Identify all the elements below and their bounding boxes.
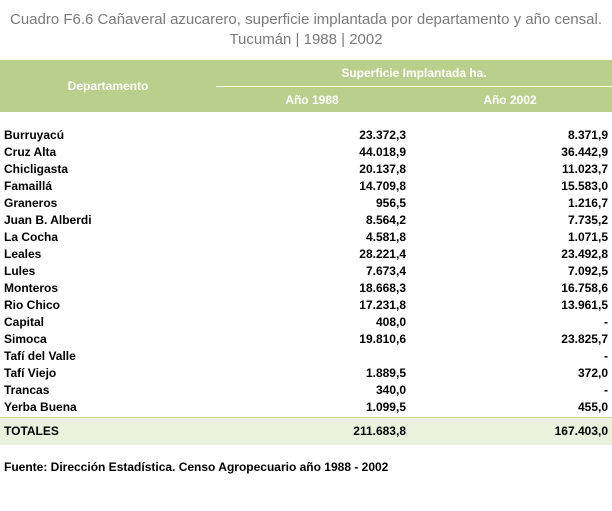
value-1988: 340,0 — [375, 383, 406, 397]
department-name: La Cocha — [4, 230, 59, 244]
department-name: Trancas — [4, 383, 50, 397]
value-1988: 4.581,8 — [365, 230, 406, 244]
header-year-1988: Año 1988 — [285, 92, 339, 107]
value-1988: 44.018,9 — [359, 145, 406, 159]
table-row — [0, 365, 612, 382]
value-2002: 15.583,0 — [561, 179, 608, 193]
department-name: Famaillá — [4, 179, 53, 193]
value-2002: 455,0 — [577, 400, 608, 414]
value-2002: 7.735,2 — [567, 213, 608, 227]
table-row — [0, 280, 612, 297]
department-name: Leales — [4, 247, 42, 261]
table-row — [0, 348, 612, 365]
table-row — [0, 399, 612, 416]
table-row — [0, 127, 612, 144]
value-2002: 1.071,5 — [567, 230, 608, 244]
department-name: Juan B. Alberdi — [4, 213, 92, 227]
value-2002: 36.442,9 — [561, 145, 608, 159]
value-1988: 28.221,4 — [359, 247, 406, 261]
table-row — [0, 331, 612, 348]
department-name: Tafí Viejo — [4, 366, 57, 380]
totals-1988: 211.683,8 — [353, 424, 406, 438]
caption-line-2: Tucumán | 1988 | 2002 — [229, 31, 383, 48]
table-row — [0, 195, 612, 212]
value-2002: 16.758,6 — [561, 281, 608, 295]
value-1988: 7.673,4 — [365, 264, 406, 278]
header-superficie: Superficie Implantada ha. — [341, 66, 487, 80]
department-name: Burruyacú — [4, 128, 65, 142]
value-2002: 372,0 — [577, 366, 608, 380]
header-departamento: Departamento — [67, 79, 149, 93]
value-1988: 956,5 — [375, 196, 406, 210]
totals-2002: 167.403,0 — [554, 424, 608, 438]
department-name: Tafí del Valle — [4, 349, 76, 363]
table-body — [0, 127, 612, 416]
totals-row — [0, 417, 612, 445]
department-name: Yerba Buena — [4, 400, 77, 414]
value-2002: - — [604, 349, 608, 363]
table-row — [0, 212, 612, 229]
value-2002: 13.961,5 — [561, 298, 608, 312]
value-1988: 8.564,2 — [365, 213, 406, 227]
table-row — [0, 161, 612, 178]
table-row — [0, 229, 612, 246]
table-row — [0, 144, 612, 161]
table-header — [0, 60, 612, 112]
value-2002: 23.492,8 — [561, 247, 608, 261]
department-name: Simoca — [4, 332, 47, 346]
department-name: Chicligasta — [4, 162, 69, 176]
table-row — [0, 382, 612, 399]
value-1988: 20.137,8 — [359, 162, 406, 176]
value-1988: 19.810,6 — [359, 332, 406, 346]
department-name: Cruz Alta — [4, 145, 57, 159]
value-1988: 1.889,5 — [365, 366, 406, 380]
table-row — [0, 314, 612, 331]
department-name: Lules — [4, 264, 36, 278]
value-2002: 1.216,7 — [567, 196, 608, 210]
value-1988: 1.099,5 — [365, 400, 406, 414]
value-2002: - — [604, 383, 608, 397]
department-name: Graneros — [4, 196, 58, 210]
header-year-2002: Año 2002 — [483, 92, 537, 107]
table-row — [0, 178, 612, 195]
table-row — [0, 263, 612, 280]
department-name: Capital — [4, 315, 45, 329]
department-name: Rio Chico — [4, 298, 60, 312]
totals-label: TOTALES — [4, 424, 59, 438]
source-note: Fuente: Dirección Estadística. Censo Agropecuario año 1988 - 2002 — [4, 460, 389, 474]
value-1988: 14.709,8 — [359, 179, 406, 193]
table-row — [0, 297, 612, 314]
table-caption — [0, 10, 612, 50]
value-2002: 11.023,7 — [561, 162, 608, 176]
value-1988: 23.372,3 — [359, 128, 406, 142]
value-2002: 23.825,7 — [561, 332, 608, 346]
value-1988: 18.668,3 — [359, 281, 406, 295]
value-2002: 8.371,9 — [567, 128, 608, 142]
value-2002: 7.092,5 — [567, 264, 608, 278]
value-1988: 408,0 — [375, 315, 406, 329]
table-row — [0, 246, 612, 263]
caption-line-1: Cuadro F6.6 Cañaveral azucarero, superficie implantada por departamento y año censal. — [9, 11, 602, 28]
value-2002: - — [604, 315, 608, 329]
department-name: Monteros — [4, 281, 58, 295]
value-1988: 17.231,8 — [359, 298, 406, 312]
